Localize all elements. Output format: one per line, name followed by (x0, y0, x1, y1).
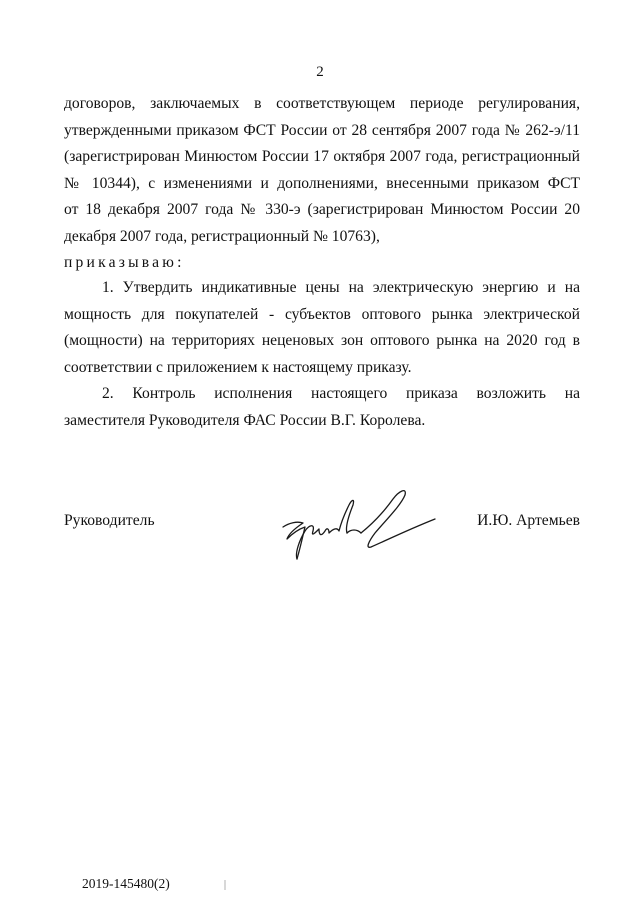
order-item-1 (64, 275, 580, 381)
text-line: (зарегистрирован Минюстом России 17 октября 2007 года, регистрационный (64, 148, 580, 165)
text-line: от 18 декабря 2007 года № 330-э (зарегистрирован Минюстом России 20 (64, 201, 580, 218)
text-line: № 10344), с изменениями и дополнениями, внесенными приказом ФСТ (64, 174, 580, 192)
handwritten-signature (275, 483, 440, 565)
order-item-2 (64, 381, 580, 434)
scan-mark (224, 880, 226, 890)
text-line: заместителя Руководителя ФАС России В.Г. Королева. (64, 411, 426, 429)
text-line: декабря 2007 года, регистрационный № 10763), (64, 227, 380, 245)
page-number: 2 (316, 64, 324, 80)
text-line: мощность для покупателей - субъектов оптового рынка электрической (64, 305, 580, 323)
text-line: утвержденными приказом ФСТ России от 28 сентября 2007 года № 262-э/11 (64, 121, 580, 139)
text-line: соответствии с приложением к настоящему приказу. (64, 358, 412, 376)
text-line: договоров, заключаемых в соответствующем периоде регулирования, (64, 95, 580, 112)
text-line: 2. Контроль исполнения настоящего приказа возложить на (102, 385, 580, 402)
position-title: Руководитель (64, 512, 155, 529)
document-id: 2019-145480(2) (82, 876, 170, 891)
text-line: (мощности) на территориях неценовых зон оптового рынка на 2020 год в (64, 332, 580, 349)
signer-name: И.Ю. Артемьев (477, 512, 580, 529)
text-line: 1. Утвердить индикативные цены на электрическую энергию и на (102, 279, 580, 296)
paragraph-preamble (64, 91, 580, 277)
order-word: приказываю: (64, 254, 185, 271)
